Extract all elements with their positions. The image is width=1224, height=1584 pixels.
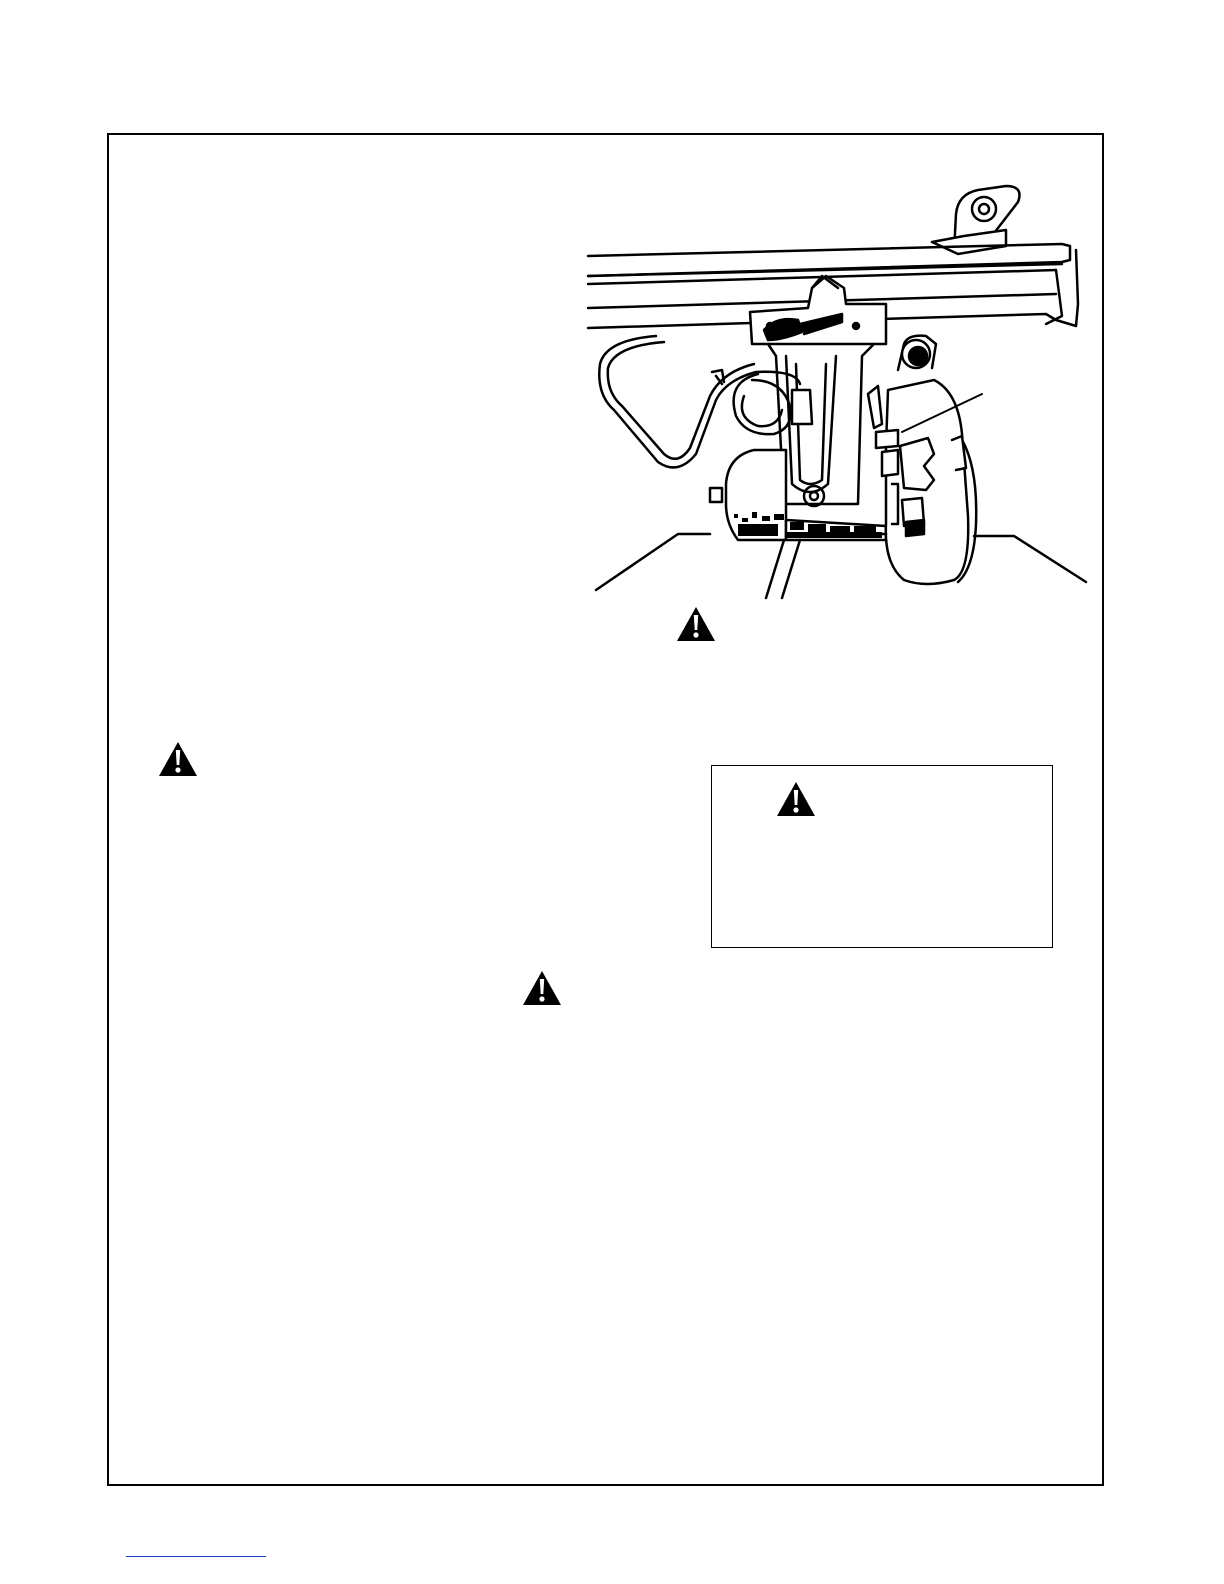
warning-callout-box — [711, 765, 1053, 948]
warning-icon — [676, 606, 716, 642]
warning-icon — [776, 781, 816, 817]
warning-icon — [158, 741, 198, 777]
footer-link[interactable] — [126, 1556, 266, 1557]
warning-icon — [522, 970, 562, 1006]
radial-arm-saw-illustration — [586, 184, 1090, 600]
